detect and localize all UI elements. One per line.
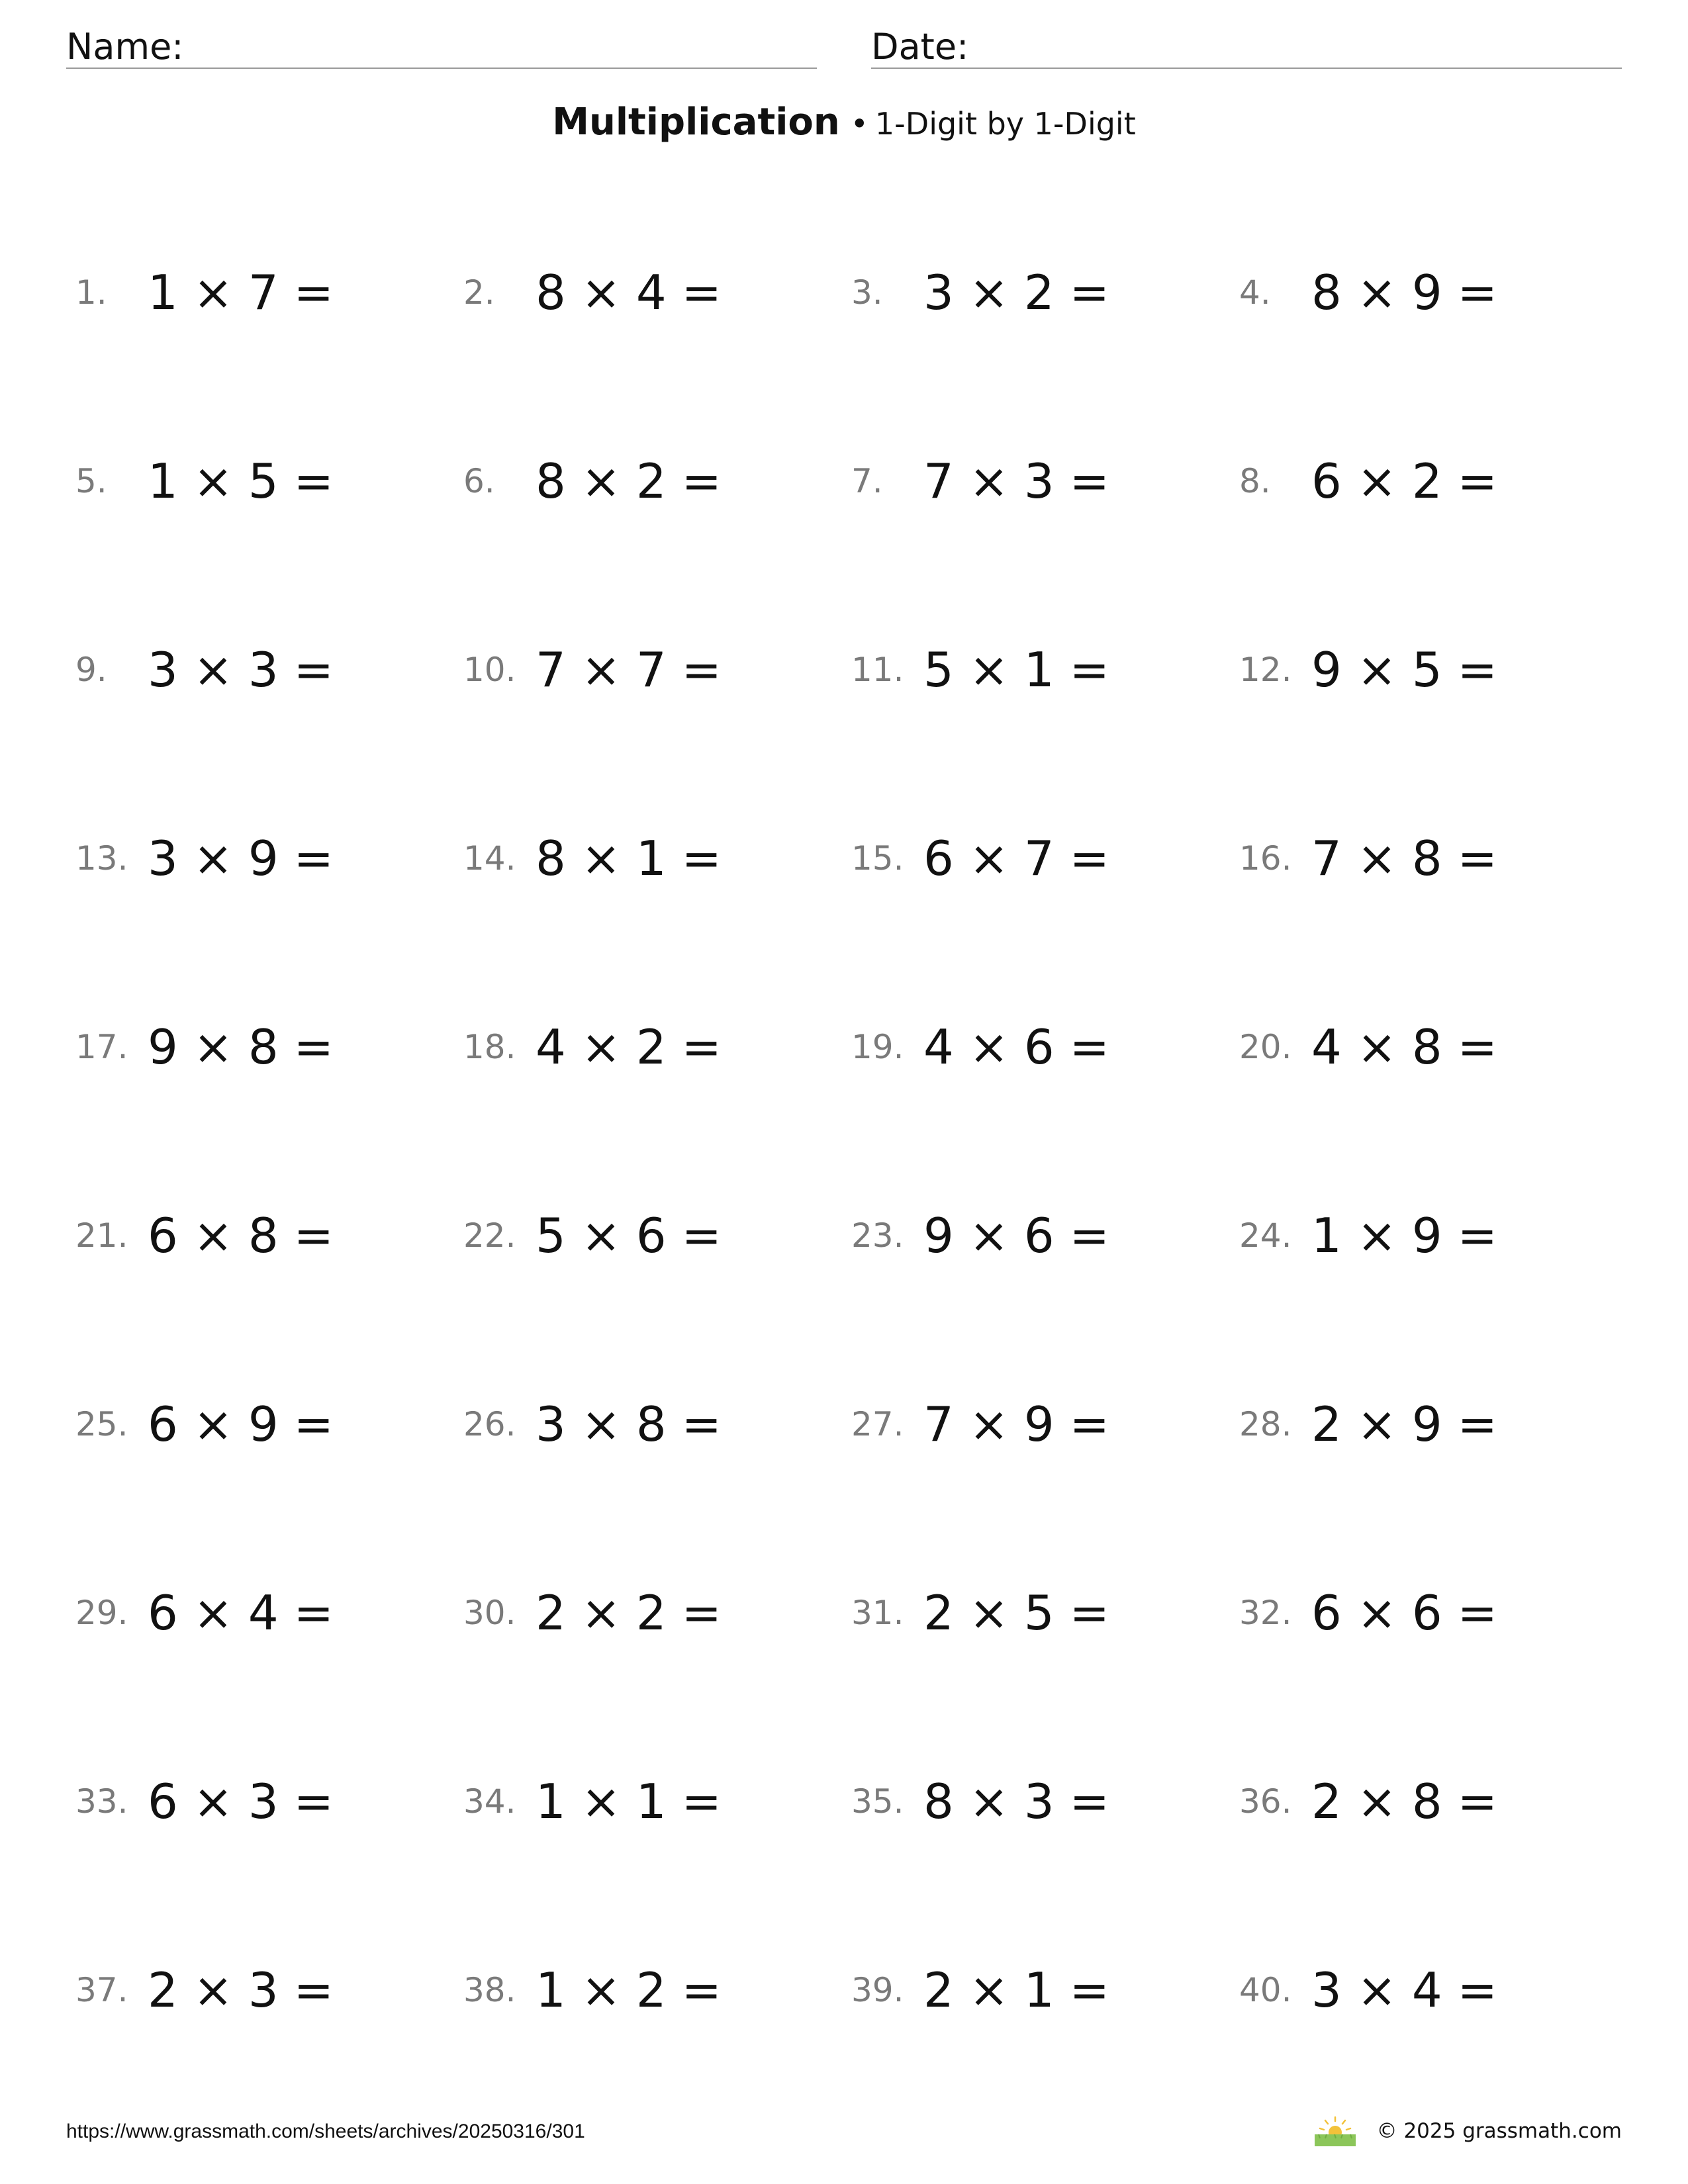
problem-number: 7.: [851, 462, 883, 500]
problem-number: 30.: [463, 1594, 516, 1632]
problem-expression: 2 × 9 =: [1311, 1396, 1497, 1452]
problem-item: [851, 445, 1222, 518]
problem-item: [1239, 445, 1610, 518]
problem-item: [463, 256, 834, 329]
problem-number: 6.: [463, 462, 495, 500]
problem-item: [463, 1199, 834, 1272]
problem-expression: 8 × 4 =: [536, 265, 722, 320]
problem-item: [463, 1954, 834, 2026]
problem-item: [463, 822, 834, 895]
problem-number: 25.: [75, 1405, 128, 1443]
problem-number: 35.: [851, 1782, 904, 1821]
problem-expression: 7 × 7 =: [536, 642, 722, 698]
problem-item: [851, 822, 1222, 895]
problem-expression: 7 × 8 =: [1311, 831, 1497, 886]
problem-item: [1239, 256, 1610, 329]
problem-expression: 2 × 8 =: [1311, 1774, 1497, 1829]
problem-number: 4.: [1239, 273, 1271, 312]
problem-number: 5.: [75, 462, 107, 500]
problem-number: 16.: [1239, 839, 1292, 878]
problem-item: [75, 256, 446, 329]
problem-item: [1239, 822, 1610, 895]
problem-number: 11.: [851, 651, 904, 689]
problem-expression: 4 × 2 =: [536, 1019, 722, 1075]
problem-item: [1239, 1011, 1610, 1083]
problem-expression: 6 × 2 =: [1311, 453, 1497, 509]
problem-number: 19.: [851, 1028, 904, 1066]
problem-expression: 2 × 2 =: [536, 1585, 722, 1641]
sun-over-grass-icon: [1312, 2115, 1358, 2148]
problem-expression: 1 × 9 =: [1311, 1208, 1497, 1263]
problem-expression: 6 × 3 =: [148, 1774, 334, 1829]
problem-item: [1239, 1954, 1610, 2026]
problem-number: 10.: [463, 651, 516, 689]
problem-expression: 3 × 8 =: [536, 1396, 722, 1452]
problem-item: [1239, 633, 1610, 706]
footer-url: https://www.grassmath.com/sheets/archives/20250316/301: [66, 2120, 585, 2142]
problem-item: [75, 1765, 446, 1838]
problem-number: 37.: [75, 1971, 128, 2009]
problem-item: [463, 1011, 834, 1083]
problem-number: 33.: [75, 1782, 128, 1821]
copyright: © 2025 grassmath.com: [1376, 2119, 1622, 2143]
problem-item: [851, 1011, 1222, 1083]
problem-number: 23.: [851, 1216, 904, 1255]
problem-expression: 4 × 8 =: [1311, 1019, 1497, 1075]
problem-number: 21.: [75, 1216, 128, 1255]
problem-expression: 8 × 9 =: [1311, 265, 1497, 320]
footer-brand: [1312, 2111, 1622, 2151]
problem-number: 28.: [1239, 1405, 1292, 1443]
problem-item: [75, 1576, 446, 1649]
problem-expression: 1 × 7 =: [148, 265, 334, 320]
problem-item: [851, 256, 1222, 329]
problem-expression: 2 × 3 =: [148, 1962, 334, 2018]
problem-expression: 6 × 8 =: [148, 1208, 334, 1263]
problem-expression: 6 × 4 =: [148, 1585, 334, 1641]
problem-expression: 6 × 6 =: [1311, 1585, 1497, 1641]
problem-number: 20.: [1239, 1028, 1292, 1066]
problem-expression: 6 × 7 =: [923, 831, 1109, 886]
problem-item: [75, 1011, 446, 1083]
problem-number: 1.: [75, 273, 107, 312]
problem-number: 3.: [851, 273, 883, 312]
problem-number: 18.: [463, 1028, 516, 1066]
problem-number: 24.: [1239, 1216, 1292, 1255]
problem-expression: 3 × 2 =: [923, 265, 1109, 320]
problem-expression: 3 × 4 =: [1311, 1962, 1497, 2018]
problem-expression: 2 × 5 =: [923, 1585, 1109, 1641]
problem-number: 27.: [851, 1405, 904, 1443]
problem-expression: 2 × 1 =: [923, 1962, 1109, 2018]
problem-item: [463, 633, 834, 706]
problem-expression: 5 × 1 =: [923, 642, 1109, 698]
problem-item: [75, 633, 446, 706]
problem-number: 29.: [75, 1594, 128, 1632]
problem-number: 9.: [75, 651, 107, 689]
title-main: Multiplication: [552, 101, 840, 144]
problem-item: [463, 1388, 834, 1461]
title-separator: •: [850, 106, 868, 142]
problem-item: [1239, 1576, 1610, 1649]
problem-number: 8.: [1239, 462, 1271, 500]
problem-number: 26.: [463, 1405, 516, 1443]
problem-item: [851, 1954, 1222, 2026]
problem-expression: 3 × 3 =: [148, 642, 334, 698]
problem-item: [75, 1388, 446, 1461]
problem-item: [75, 445, 446, 518]
problem-expression: 6 × 9 =: [148, 1396, 334, 1452]
problem-item: [1239, 1765, 1610, 1838]
problem-item: [1239, 1199, 1610, 1272]
problem-item: [75, 1199, 446, 1272]
date-label: Date:: [871, 26, 969, 68]
problem-item: [75, 822, 446, 895]
problem-expression: 1 × 1 =: [536, 1774, 722, 1829]
problem-expression: 3 × 9 =: [148, 831, 334, 886]
problem-item: [463, 1576, 834, 1649]
problem-expression: 8 × 1 =: [536, 831, 722, 886]
problem-item: [463, 1765, 834, 1838]
title-subtitle: 1-Digit by 1-Digit: [874, 106, 1136, 142]
problem-item: [851, 1388, 1222, 1461]
problem-number: 40.: [1239, 1971, 1292, 2009]
name-label: Name:: [66, 26, 184, 68]
problem-number: 34.: [463, 1782, 516, 1821]
problem-item: [851, 1576, 1222, 1649]
problem-expression: 5 × 6 =: [536, 1208, 722, 1263]
problem-item: [851, 633, 1222, 706]
problem-item: [1239, 1388, 1610, 1461]
problem-expression: 1 × 5 =: [148, 453, 334, 509]
problem-item: [851, 1765, 1222, 1838]
problem-number: 17.: [75, 1028, 128, 1066]
problem-expression: 4 × 6 =: [923, 1019, 1109, 1075]
problem-expression: 9 × 8 =: [148, 1019, 334, 1075]
problem-number: 36.: [1239, 1782, 1292, 1821]
problem-number: 13.: [75, 839, 128, 878]
problem-number: 32.: [1239, 1594, 1292, 1632]
problem-number: 38.: [463, 1971, 516, 2009]
problem-number: 2.: [463, 273, 495, 312]
problem-item: [75, 1954, 446, 2026]
problem-expression: 8 × 2 =: [536, 453, 722, 509]
problem-expression: 9 × 6 =: [923, 1208, 1109, 1263]
problem-number: 14.: [463, 839, 516, 878]
problem-number: 31.: [851, 1594, 904, 1632]
problem-expression: 8 × 3 =: [923, 1774, 1109, 1829]
problem-item: [851, 1199, 1222, 1272]
problem-number: 12.: [1239, 651, 1292, 689]
problem-expression: 9 × 5 =: [1311, 642, 1497, 698]
problem-number: 15.: [851, 839, 904, 878]
problem-number: 39.: [851, 1971, 904, 2009]
problem-expression: 7 × 3 =: [923, 453, 1109, 509]
problem-item: [463, 445, 834, 518]
problem-number: 22.: [463, 1216, 516, 1255]
problem-expression: 7 × 9 =: [923, 1396, 1109, 1452]
problem-expression: 1 × 2 =: [536, 1962, 722, 2018]
